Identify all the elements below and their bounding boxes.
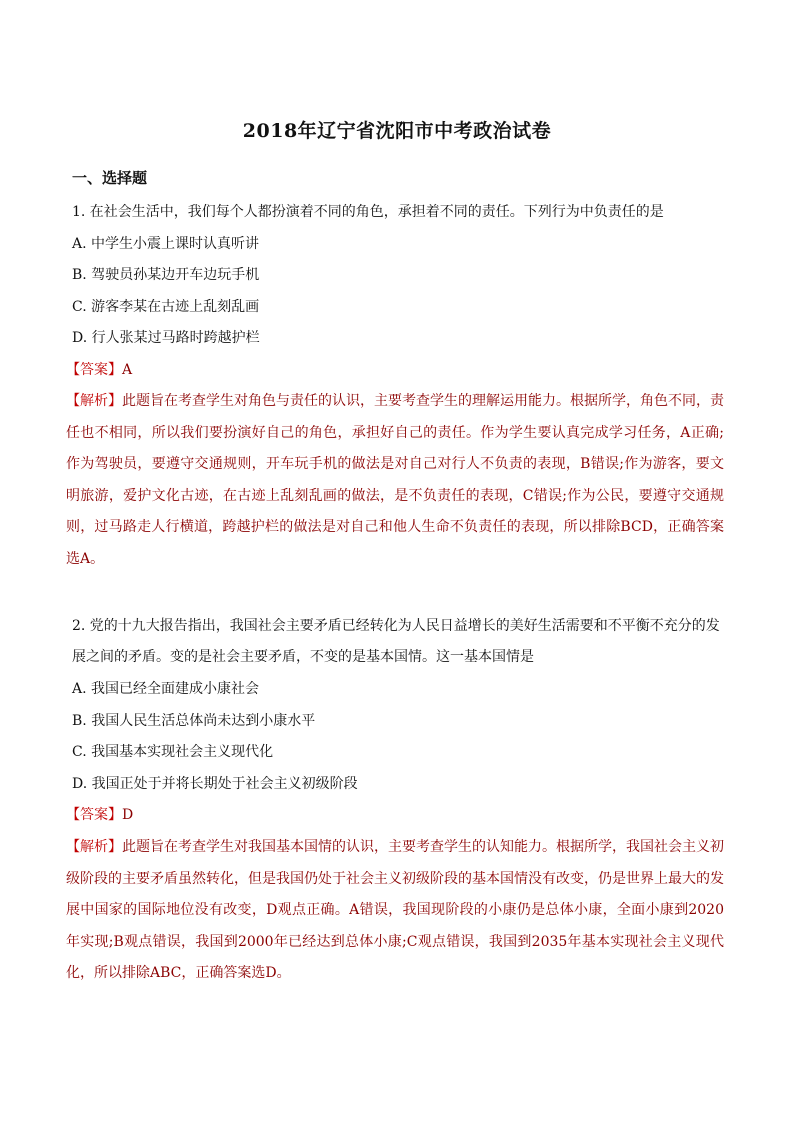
answer-tag: 【答案】 [66,807,122,823]
analysis-text: 此题旨在考查学生对角色与责任的认识，主要考查学生的理解运用能力。根据所学，角色不同，责任也不相同，所以我们要扮演好自己的角色，承担好自己的责任。作为学生要认真完成学习任务，A正确;作为驾驶员，要遵守交通规则，开车玩手机的做法是对自己对行人不负责的表现，B错误;作为游客，要文明旅游，爱护文化古迹，在古迹上乱刻乱画的做法，是不负责任的表现，C错误;作为公民，要遵守交通规则，过马路走人行横道，跨越护栏的做法是对自己和他人生命不负责任的表现，所以排除BCD，正确答案选A。 [66,393,724,567]
question-1-option-a: A. 中学生小震上课时认真听讲 [72,236,260,252]
page-title: 2018年辽宁省沈阳市中考政治试卷 [242,120,552,142]
answer-tag: 【答案】 [66,362,122,378]
question-2-stem-line-1: 2. 党的十九大报告指出，我国社会主要矛盾已经转化为人民日益增长的美好生活需要和不平衡不充分的发 [72,618,720,634]
section-heading: 一、选择题 [72,169,148,187]
answer-value: A [122,362,133,378]
question-1-option-d: D. 行人张某过马路时跨越护栏 [72,330,260,346]
question-1-stem: 1. 在社会生活中，我们每个人都扮演着不同的角色，承担着不同的责任。下列行为中负责任的是 [72,204,664,220]
question-2-analysis [66,832,724,990]
question-2-option-d: D. 我国正处于并将长期处于社会主义初级阶段 [72,776,358,792]
analysis-text: 此题旨在考查学生对我国基本国情的认识，主要考查学生的认知能力。根据所学，我国社会主义初级阶段的主要矛盾虽然转化，但是我国仍处于社会主义初级阶段的基本国情没有改变，仍是世界上最大的发展中国家的国际地位没有改变，D观点正确。A错误，我国现阶段的小康仍是总体小康，全面小康到2020年实现;B观点错误，我国到2000年已经达到总体小康;C观点错误，我国到2035年基本实现社会主义现代化，所以排除ABC，正确答案选D。 [66,839,724,981]
question-1-option-b: B. 驾驶员孙某边开车边玩手机 [72,267,260,283]
answer-value: D [122,807,134,823]
question-1-option-c: C. 游客李某在古迹上乱刻乱画 [72,299,260,315]
question-2-stem-line-2: 展之间的矛盾。变的是社会主要矛盾，不变的是基本国情。这一基本国情是 [72,649,534,665]
question-2-option-b: B. 我国人民生活总体尚未达到小康水平 [72,713,316,729]
question-2-answer [66,805,133,825]
analysis-tag: 【解析】 [66,393,122,409]
question-1-analysis [66,386,724,575]
question-2-option-a: A. 我国已经全面建成小康社会 [72,681,260,697]
question-1-answer [66,360,132,380]
question-2-option-c: C. 我国基本实现社会主义现代化 [72,744,274,760]
analysis-tag: 【解析】 [66,839,122,855]
